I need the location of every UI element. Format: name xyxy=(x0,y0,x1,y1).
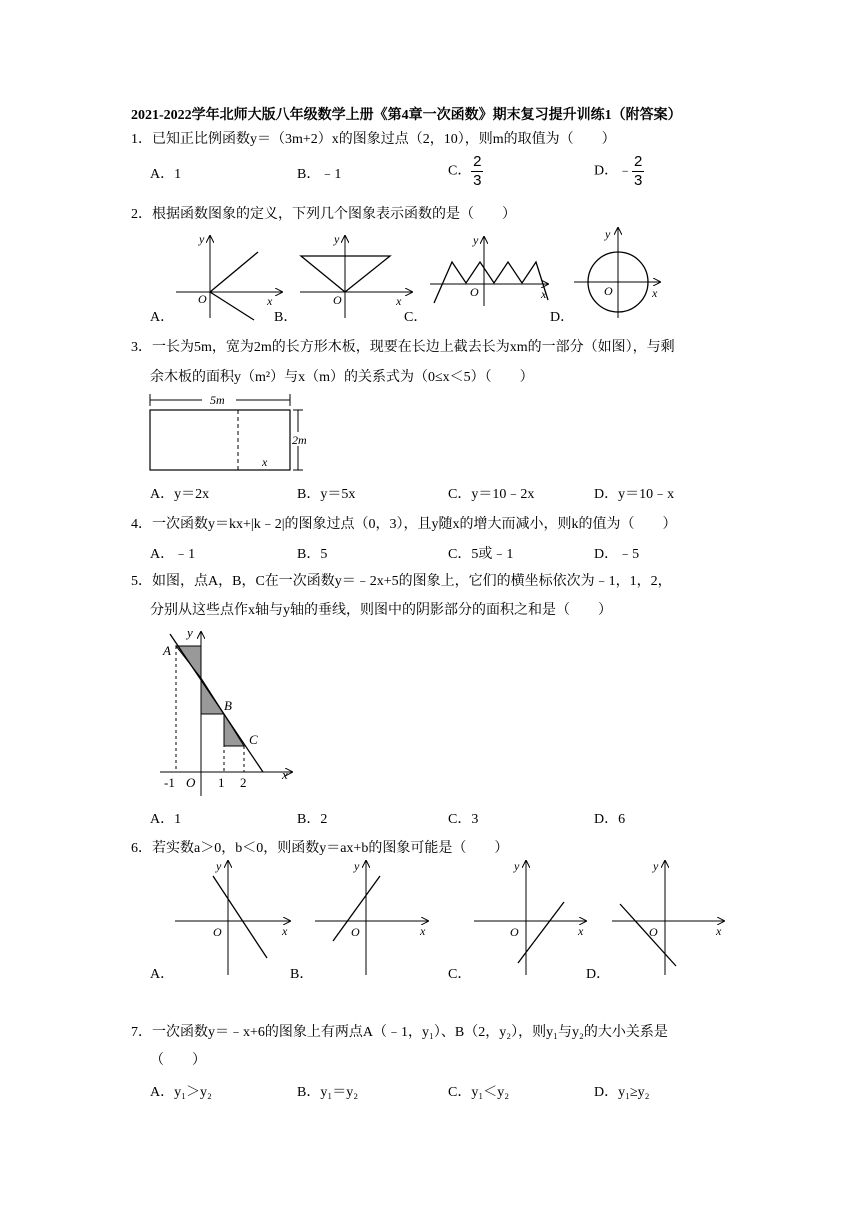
q3-width-label: 2m xyxy=(292,433,307,447)
q5-tick-neg1: -1 xyxy=(164,775,175,790)
q6b-o-label: O xyxy=(351,925,360,939)
q5-stem-line2: 分别从这些点作x轴与y轴的垂线，则图中的阴影部分的面积之和是（ ） xyxy=(150,603,612,618)
q6-graph-a xyxy=(175,859,290,975)
q5-o-label: O xyxy=(186,775,196,790)
q6b-x-label: x xyxy=(420,924,426,938)
q3-x-label: x xyxy=(262,455,268,469)
q2a-x-label: x xyxy=(267,294,273,308)
q5-tick-1: 1 xyxy=(218,775,225,790)
q1-option-d-label: D．﹣ xyxy=(594,163,633,179)
q2-graph-b xyxy=(300,232,412,318)
q7-stem-line1: 7．一次函数y＝﹣x+6的图象上有两点A（﹣1，y₁）、B（2，y₂），则y₁与y₂的大小关系是 xyxy=(131,1025,668,1040)
q1-option-c-label: C． xyxy=(448,163,472,179)
q1-c-numerator: 2 xyxy=(473,153,482,170)
q5-option-a: A．1 xyxy=(150,812,182,827)
q6d-o-label: O xyxy=(649,925,658,939)
q5-tick-2: 2 xyxy=(240,775,247,790)
q1-c-denominator: 3 xyxy=(473,172,482,189)
q2b-x-label: x xyxy=(396,294,402,308)
q4-option-c: C．5或﹣1 xyxy=(448,547,514,562)
q2c-x-label: x xyxy=(541,287,547,301)
q7-option-c: C．y₁＜y₂ xyxy=(448,1085,510,1100)
q5-point-c: C xyxy=(249,732,258,747)
q2d-o-label: O xyxy=(604,284,613,298)
q6-stem: 6．若实数a＞0，b＜0，则函数y＝ax+b的图象可能是（ ） xyxy=(131,841,509,856)
q5-option-b: B．2 xyxy=(297,812,328,827)
q2c-o-label: O xyxy=(470,285,479,299)
q2-stem: 2．根据函数图象的定义，下列几个图象表示函数的是（ ） xyxy=(131,207,516,222)
q6a-y-label: y xyxy=(216,859,222,873)
q2-option-b: B． xyxy=(274,310,298,325)
q6d-x-label: x xyxy=(716,924,722,938)
q2a-o-label: O xyxy=(198,292,207,306)
q3-length-label: 5m xyxy=(210,393,225,407)
q3-board-figure xyxy=(150,391,311,470)
q3-stem-line1: 3．一长为5m，宽为2m的长方形木板，现要在长边上截去长为xm的一部分（如图），与剩 xyxy=(131,340,675,355)
q6-option-b: B． xyxy=(290,967,314,982)
q7-option-d: D．y₁≥y₂ xyxy=(594,1085,650,1100)
q6-graph-d xyxy=(612,859,724,975)
q6d-y-label: y xyxy=(653,859,659,873)
q7-stem-line2: （ ） xyxy=(150,1053,206,1068)
q7-option-a: A．y₁＞y₂ xyxy=(150,1085,212,1100)
q2-graph-c xyxy=(430,233,548,306)
q5-point-b: B xyxy=(224,698,232,713)
q1-d-numerator: 2 xyxy=(633,153,643,170)
q5-point-a: A xyxy=(163,643,171,658)
q2d-y-label: y xyxy=(605,227,611,241)
q6-option-c: C． xyxy=(448,967,472,982)
q2-graph-d xyxy=(574,227,660,318)
q6c-o-label: O xyxy=(510,925,519,939)
q1-option-b: B．﹣1 xyxy=(297,167,342,182)
q4-option-d: D．﹣5 xyxy=(594,547,640,562)
q4-option-a: A．﹣1 xyxy=(150,547,196,562)
q4-stem: 4．一次函数y＝kx+|k﹣2|的图象过点（0，3），且y随x的增大而减小，则k的值为（ ） xyxy=(131,517,677,532)
q2-option-c: C． xyxy=(404,310,428,325)
q6c-x-label: x xyxy=(578,924,584,938)
q2c-y-label: y xyxy=(473,233,479,247)
q3-option-b: B．y＝5x xyxy=(297,487,356,502)
q6-option-d: D． xyxy=(586,967,611,982)
q1-stem: 1．已知正比例函数y＝（3m+2）x的图象过点（2，10），则m的取值为（ ） xyxy=(131,132,616,147)
q1-d-denominator: 3 xyxy=(633,172,643,189)
q2-option-d: D． xyxy=(550,310,575,325)
q2b-o-label: O xyxy=(333,293,342,307)
q3-option-c: C．y＝10﹣2x xyxy=(448,487,535,502)
q4-option-b: B．5 xyxy=(297,547,328,562)
q5-y-label: y xyxy=(187,625,193,640)
q6a-x-label: x xyxy=(282,924,288,938)
q6b-y-label: y xyxy=(354,859,360,873)
page-title: 2021-2022学年北师大版八年级数学上册《第4章一次函数》期末复习提升训练1（附答案） xyxy=(131,108,682,123)
q6-graph-b xyxy=(315,859,428,975)
q2-graph-a xyxy=(176,232,282,320)
q2d-x-label: x xyxy=(652,286,658,300)
q6a-o-label: O xyxy=(213,925,222,939)
q5-figure xyxy=(160,625,292,796)
q2a-y-label: y xyxy=(199,232,205,246)
q5-option-c: C．3 xyxy=(448,812,479,827)
q6c-y-label: y xyxy=(514,859,520,873)
q2-option-a: A． xyxy=(150,310,175,325)
q5-x-label: x xyxy=(282,767,288,782)
q1-option-a: A．1 xyxy=(150,167,182,182)
q6-option-a: A． xyxy=(150,967,175,982)
q5-option-d: D．6 xyxy=(594,812,626,827)
q6-graph-c xyxy=(474,859,586,975)
q5-stem-line1: 5．如图，点A，B，C在一次函数y＝﹣2x+5的图象上，它们的横坐标依次为﹣1，1，2， xyxy=(131,574,672,589)
q3-option-d: D．y＝10﹣x xyxy=(594,487,675,502)
q3-option-a: A．y＝2x xyxy=(150,487,210,502)
q2b-y-label: y xyxy=(334,232,340,246)
q3-stem-line2: 余木板的面积y（m²）与x（m）的关系式为（0≤x＜5）（ ） xyxy=(150,370,534,385)
q7-option-b: B．y₁＝y₂ xyxy=(297,1085,359,1100)
